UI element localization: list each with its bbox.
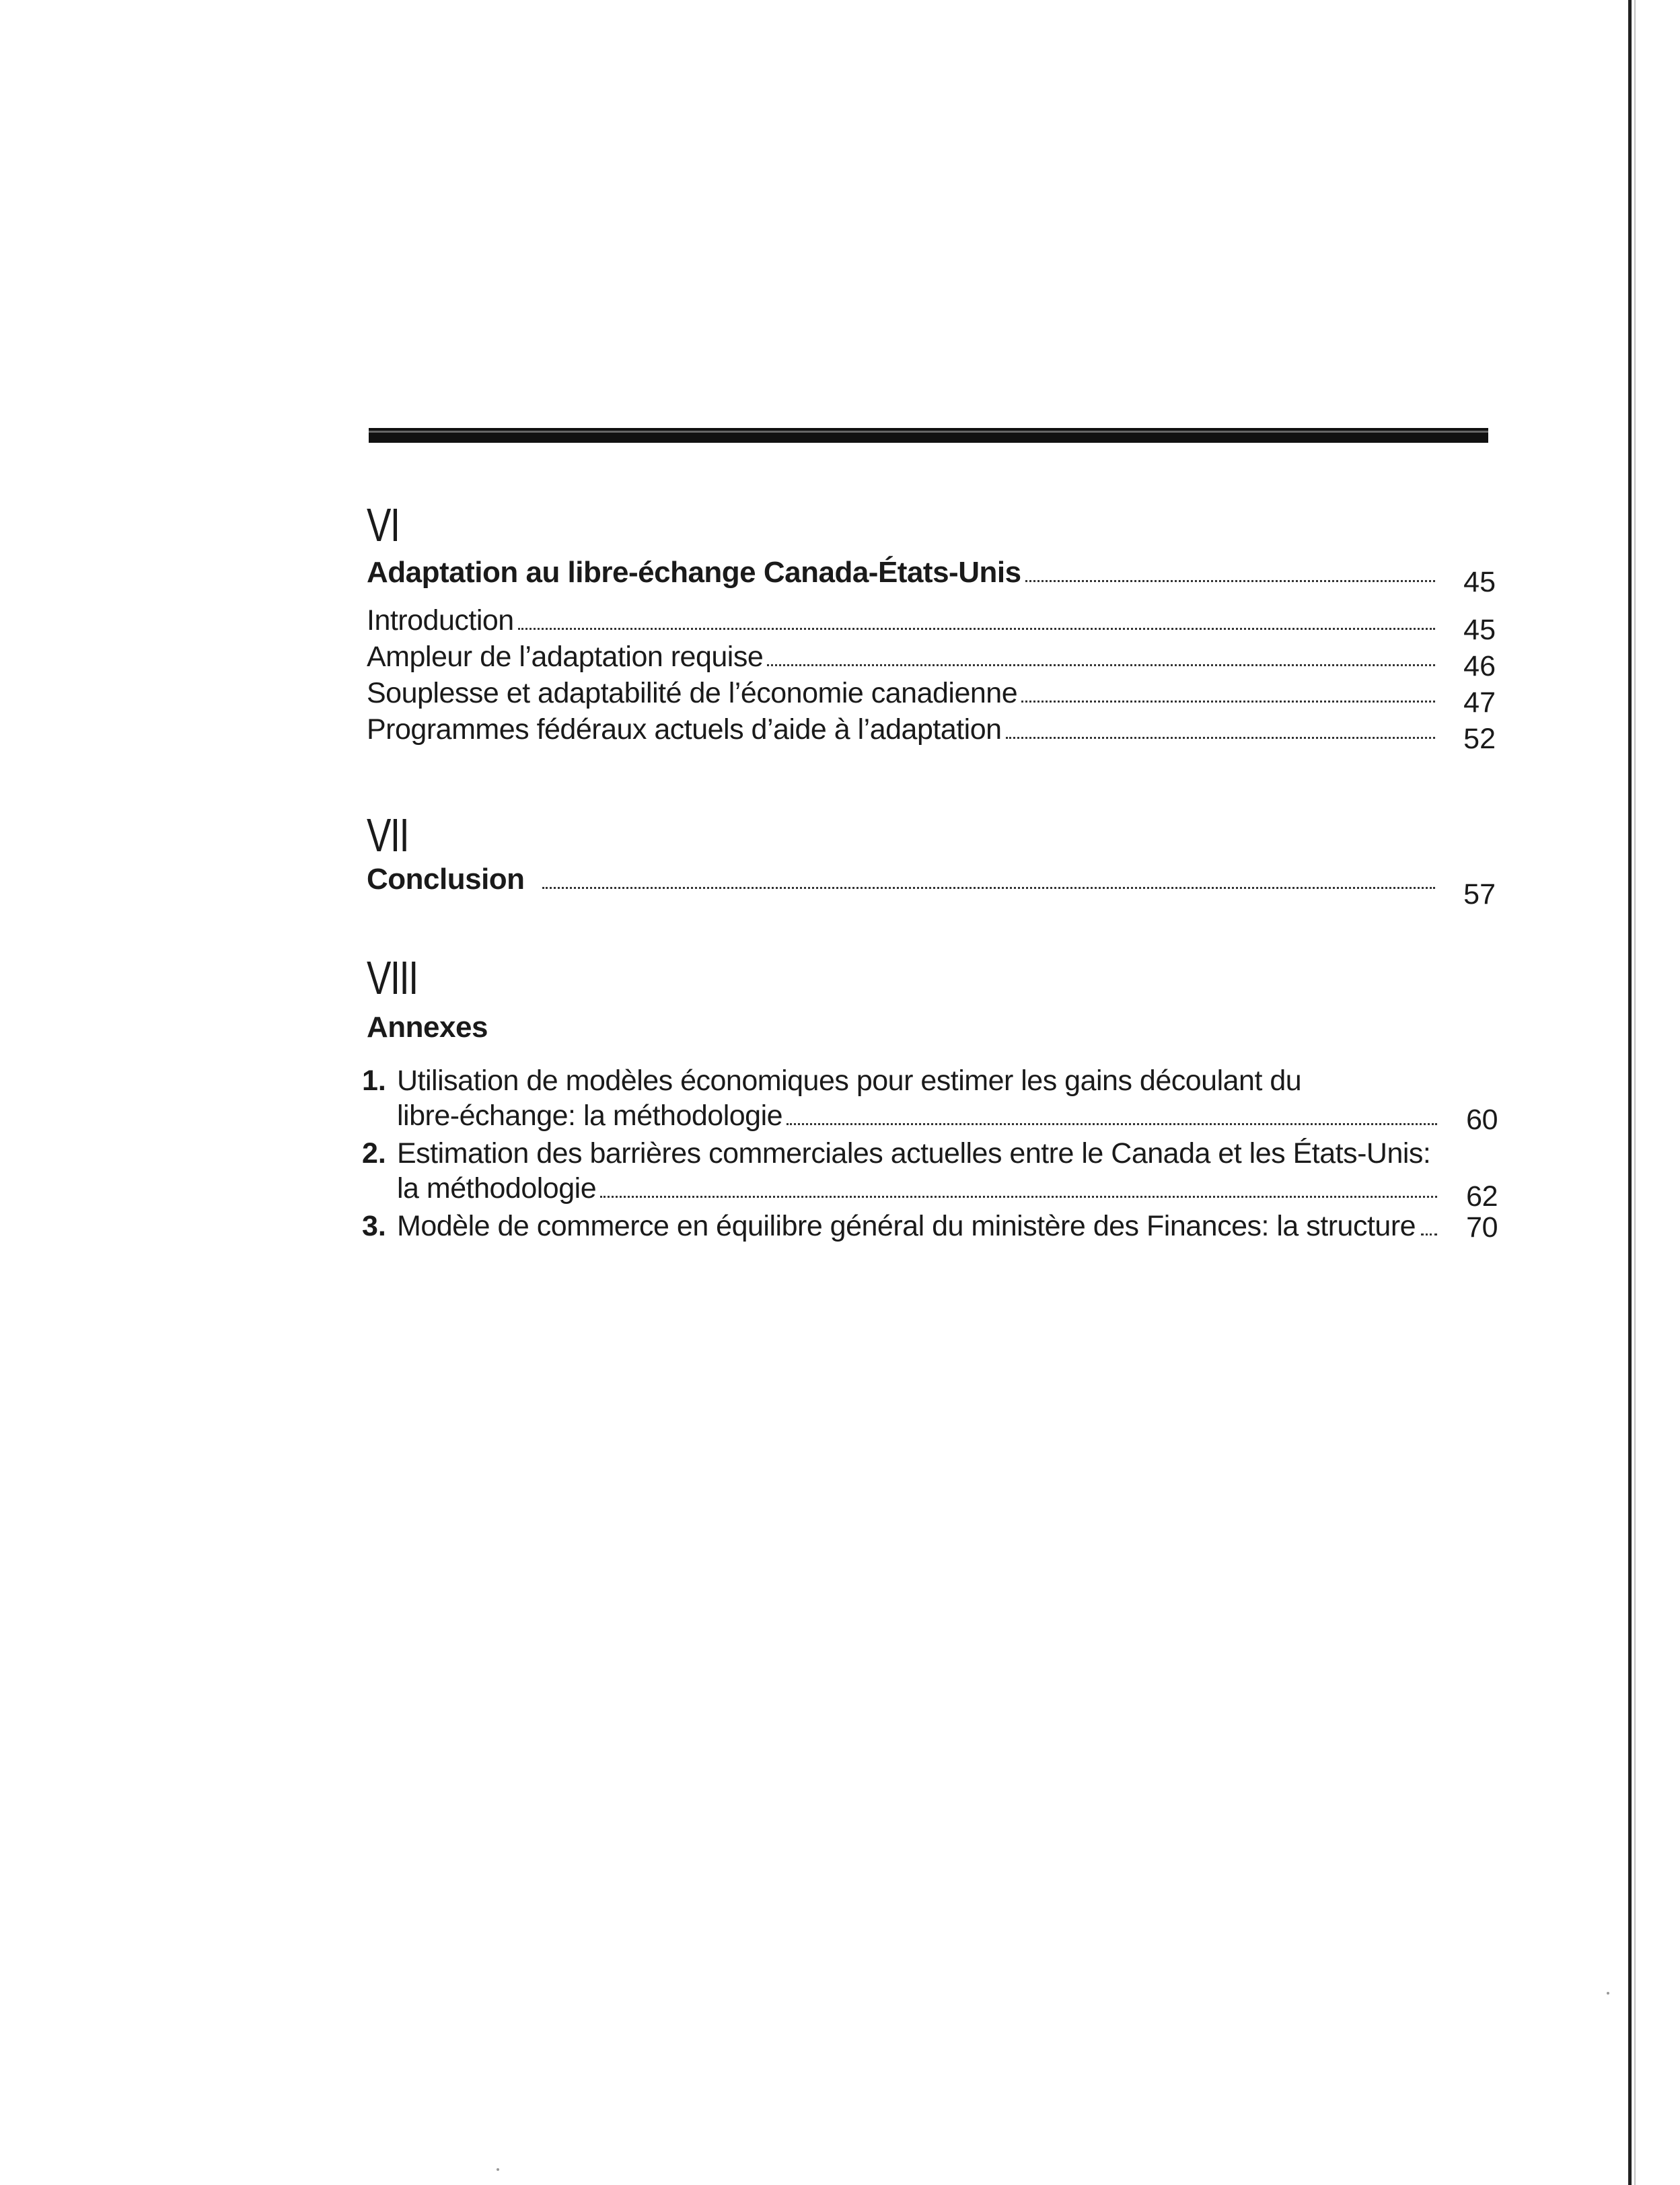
annex-list (362, 1063, 1499, 1244)
toc-entry[interactable] (367, 677, 1497, 719)
annex-title-line: libre-échange: la méthodologie (397, 1100, 783, 1132)
toc-entry-label: Introduction (367, 604, 514, 637)
toc-entry-page: 45 (1463, 614, 1496, 646)
annex-number: 3. (362, 1210, 386, 1242)
annex-title-line: Modèle de commerce en équilibre général du ministère des Finances: la structure (397, 1210, 1416, 1242)
section-vi (367, 499, 1497, 551)
annex-page: 62 (1466, 1180, 1498, 1213)
annex-title-line: Utilisation de modèles économiques pour estimer les gains découlant du (397, 1065, 1302, 1097)
dot-leader (1421, 1233, 1437, 1235)
page-number: 45 (1463, 566, 1496, 598)
toc-entry-label: Ampleur de l’adaptation requise (367, 641, 764, 673)
dot-leader (542, 886, 1435, 889)
toc-entry-label: Souplesse et adaptabilité de l’économie canadienne (367, 677, 1018, 709)
toc-entry[interactable] (367, 641, 1497, 682)
scan-speck (1607, 1992, 1609, 1995)
dot-leader (1021, 700, 1435, 703)
section-vi-title-row (367, 556, 1497, 598)
dot-leader (1006, 736, 1435, 739)
header-rule-highlight (369, 431, 1488, 433)
section-title: Conclusion (367, 863, 525, 896)
dot-leader (1025, 579, 1435, 582)
toc-entry[interactable] (367, 713, 1497, 755)
annex-entry[interactable] (362, 1209, 1499, 1244)
toc-entry[interactable] (367, 604, 1497, 646)
page-number: 57 (1463, 878, 1496, 910)
annex-page: 60 (1466, 1104, 1498, 1136)
annex-number: 2. (362, 1137, 386, 1170)
page-right-edge (1628, 0, 1632, 2185)
section-viii-title-row (367, 1011, 1497, 1048)
dot-leader (787, 1122, 1437, 1125)
toc-entry-label: Programmes fédéraux actuels d’aide à l’adaptation (367, 713, 1002, 746)
section-vii (367, 809, 1497, 861)
section-numeral: VI (367, 499, 400, 551)
annex-title-line: Estimation des barrières commerciales actuelles entre le Canada et les États-Unis: (397, 1137, 1431, 1170)
section-numeral: VII (367, 809, 409, 861)
annex-entry[interactable] (362, 1063, 1499, 1136)
toc-entry-page: 52 (1463, 723, 1496, 755)
toc-entry-page: 47 (1463, 686, 1496, 719)
section-numeral: VIII (367, 952, 418, 1004)
dot-leader (518, 627, 1435, 630)
section-viii (367, 952, 1497, 1004)
section-title: Annexes (367, 1011, 488, 1044)
annex-entry[interactable] (362, 1136, 1499, 1213)
scan-speck (497, 2168, 499, 2171)
dot-leader (767, 664, 1435, 666)
annex-title-line: la méthodologie (397, 1172, 597, 1205)
annex-number: 1. (362, 1065, 386, 1097)
section-vii-title-row[interactable] (367, 863, 1497, 910)
page-right-edge-shadow (1634, 0, 1636, 2185)
toc-entry-page: 46 (1463, 650, 1496, 682)
dot-leader (600, 1195, 1437, 1198)
section-vi-entries (367, 604, 1497, 755)
annex-page: 70 (1466, 1211, 1498, 1244)
section-title: Adaptation au libre-échange Canada-États-Unis (367, 556, 1021, 589)
